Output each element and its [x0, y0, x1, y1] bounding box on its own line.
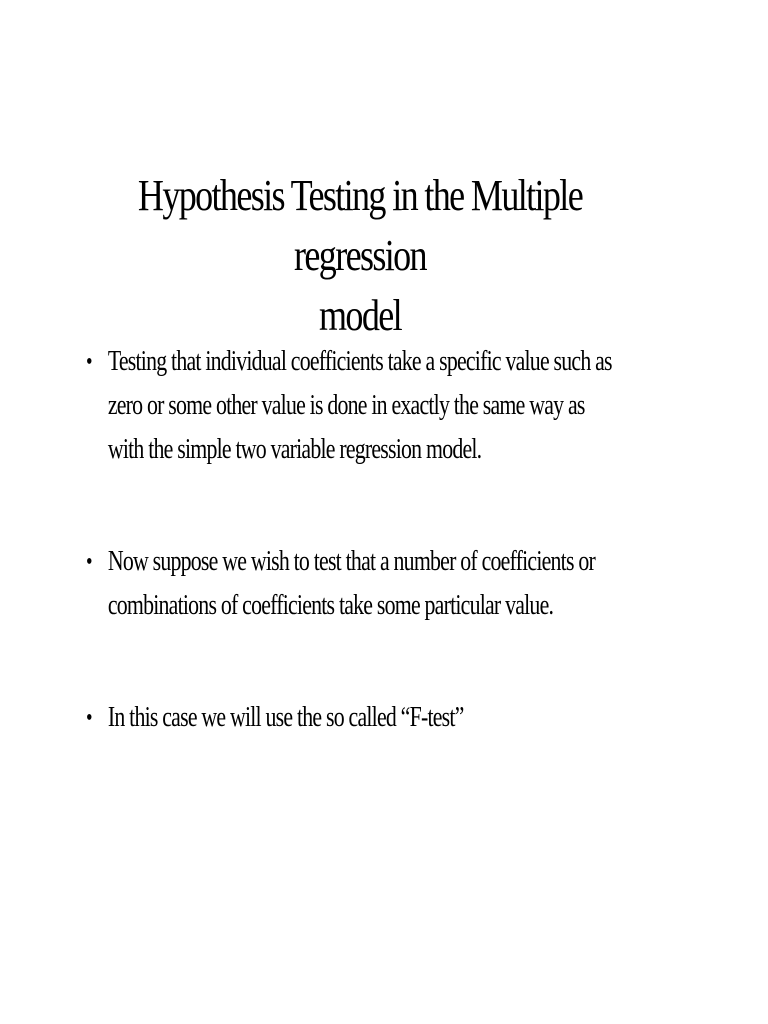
bullet-2-line-1: Now suppose we wish to test that a number of coefficients or — [107, 546, 595, 577]
bullet-1-line-1: Testing that individual coefficients take a specific value such as — [107, 346, 612, 377]
bullet-item-number-of-coefficients — [86, 540, 701, 628]
bullet-item-individual-coefficients — [86, 340, 701, 472]
bullet-dot-icon: • — [86, 349, 92, 375]
bullet-dot-icon: • — [86, 705, 92, 731]
bullet-3-line-1: In this case we will use the so called “F-test” — [107, 702, 464, 733]
bullet-1-line-2: zero or some other value is done in exactly the same way as — [107, 390, 585, 421]
slide-title — [114, 166, 606, 346]
bullet-item-f-test — [86, 696, 701, 740]
bullet-dot-icon: • — [86, 549, 92, 575]
bullet-1-line-3: with the simple two variable regression model. — [107, 434, 482, 465]
slide-title-line-1: Hypothesis Testing in the Multiple regression — [137, 171, 583, 280]
slide-title-line-2: model — [319, 291, 401, 340]
bullet-2-line-2: combinations of coefficients take some particular value. — [107, 590, 554, 621]
